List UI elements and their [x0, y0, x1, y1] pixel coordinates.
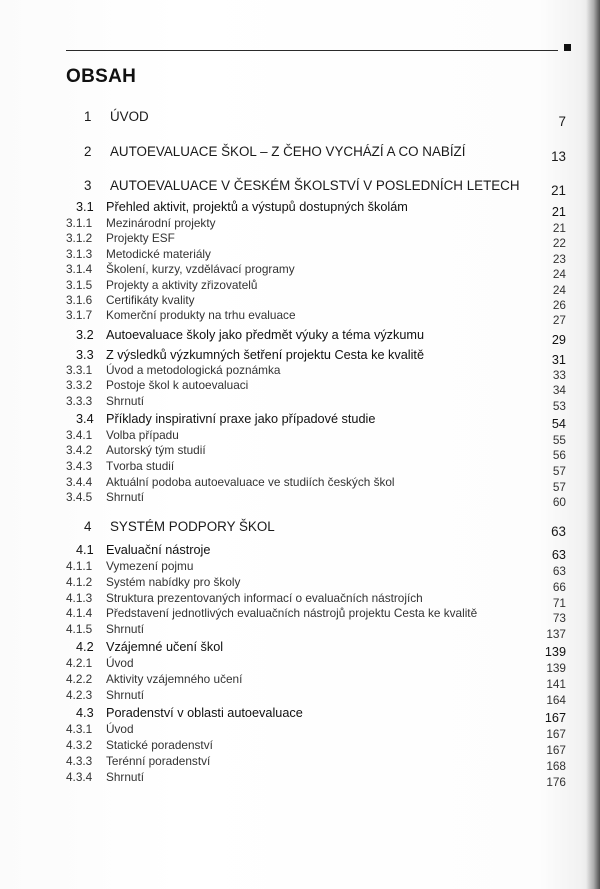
- toc-entry-number: 1: [84, 109, 92, 124]
- toc-entry-title: Shrnutí: [106, 394, 145, 408]
- toc-entry-page: 71: [552, 596, 566, 610]
- toc-entry-page: 176: [546, 775, 566, 789]
- toc-heading: OBSAH: [66, 66, 137, 87]
- corner-square-mark: [564, 44, 571, 51]
- toc-entry-number: 3.1.1: [66, 216, 93, 230]
- toc-entry-title: AUTOEVALUACE V ČESKÉM ŠKOLSTVÍ V POSLEDNÍCH LETECH: [110, 178, 520, 193]
- toc-entry-number: 3.3.2: [66, 378, 93, 392]
- toc-entry-number: 4.3.1: [66, 722, 93, 736]
- toc-entry-title: Terénní poradenství: [106, 754, 211, 768]
- toc-entry-title: Z výsledků výzkumných šetření projektu Cesta ke kvalitě: [106, 348, 425, 362]
- toc-entry-page: 34: [552, 383, 566, 397]
- toc-entry-page: 53: [552, 399, 566, 413]
- toc-entry-page: 167: [544, 711, 566, 725]
- toc-entry-page: 55: [552, 433, 566, 447]
- toc-entry-number: 4.3.4: [66, 770, 93, 784]
- toc-entry-page: 31: [551, 353, 566, 367]
- toc-entry-number: 4.3.3: [66, 754, 93, 768]
- toc-entry-number: 3.4.4: [66, 475, 93, 489]
- toc-entry-page: 167: [546, 743, 566, 757]
- toc-entry-number: 4.1.1: [66, 559, 93, 573]
- toc-entry-title: Projekty a aktivity zřizovatelů: [106, 278, 258, 292]
- toc-entry-title: Certifikáty kvality: [106, 293, 195, 307]
- toc-entry-title: Přehled aktivit, projektů a výstupů dostupných školám: [106, 200, 408, 214]
- toc-entry-title: Evaluační nástroje: [106, 543, 211, 557]
- toc-entry-title: Shrnutí: [106, 490, 145, 504]
- toc-entry-title: Shrnutí: [106, 688, 145, 702]
- toc-entry-title: Vzájemné učení škol: [106, 640, 224, 654]
- toc-entry-page: 24: [552, 267, 566, 281]
- toc-entry-page: 164: [546, 693, 566, 707]
- toc-entry-title: Úvod a metodologická poznámka: [106, 363, 281, 377]
- toc-entry-number: 4.1.4: [66, 606, 93, 620]
- toc-entry-number: 4.2: [76, 640, 94, 654]
- toc-entry-title: ÚVOD: [110, 109, 149, 124]
- toc-entry-title: Projekty ESF: [106, 231, 175, 245]
- toc-entry-page: 168: [546, 759, 566, 773]
- toc-entry-title: Shrnutí: [106, 622, 145, 636]
- toc-entry-page: 63: [552, 564, 566, 578]
- toc-entry-title: Systém nabídky pro školy: [106, 575, 241, 589]
- header-rule: [66, 50, 558, 51]
- toc-entry-page: 21: [551, 205, 566, 219]
- toc-entry-title: Shrnutí: [106, 770, 145, 784]
- toc-entry-number: 3.3: [76, 348, 94, 362]
- toc-entry-page: 13: [551, 149, 566, 164]
- toc-entry-page: 63: [551, 524, 566, 539]
- toc-entry-title: Aktuální podoba autoevaluace ve studiích českých škol: [106, 475, 395, 489]
- toc-entry-number: 4.1: [76, 543, 94, 557]
- toc-entry-page: 139: [546, 661, 566, 675]
- toc-entry-title: Příklady inspirativní praxe jako případové studie: [106, 412, 376, 426]
- toc-entry-page: 60: [552, 495, 566, 509]
- toc-entry-title: SYSTÉM PODPORY ŠKOL: [110, 519, 275, 534]
- toc-entry-number: 3.1.7: [66, 308, 93, 322]
- toc-entry-page: 7: [558, 114, 566, 129]
- toc-entry-title: Školení, kurzy, vzdělávací programy: [106, 262, 295, 276]
- toc-entry-page: 56: [552, 448, 566, 462]
- toc-entry-number: 4.2.1: [66, 656, 93, 670]
- toc-entry-title: Aktivity vzájemného učení: [106, 672, 243, 686]
- toc-entry-page: 73: [552, 611, 566, 625]
- toc-entry-title: Volba případu: [106, 428, 179, 442]
- toc-entry-number: 3.2: [76, 328, 94, 342]
- toc-entry-title: Mezinárodní projekty: [106, 216, 216, 230]
- toc-entry-title: Představení jednotlivých evaluačních nástrojů projektu Cesta ke kvalitě: [106, 606, 478, 620]
- toc-entry-number: 3.4: [76, 412, 94, 426]
- toc-entry-page: 26: [552, 298, 566, 312]
- toc-entry-title: Tvorba studií: [106, 459, 175, 473]
- toc-entry-number: 4.1.5: [66, 622, 93, 636]
- toc-entry-title: Postoje škol k autoevaluaci: [106, 378, 249, 392]
- toc-entry-number: 4: [84, 519, 92, 534]
- toc-entry-page: 66: [552, 580, 566, 594]
- toc-entry-page: 24: [552, 283, 566, 297]
- toc-entry-number: 3.4.1: [66, 428, 93, 442]
- toc-entry-number: 3.4.5: [66, 490, 93, 504]
- page-edge-shadow: [586, 0, 600, 889]
- toc-entry-title: Autoevaluace školy jako předmět výuky a téma výzkumu: [106, 328, 425, 342]
- toc-entry-number: 3.3.3: [66, 394, 93, 408]
- toc-entry-page: 21: [552, 221, 566, 235]
- toc-entry-title: Statické poradenství: [106, 738, 213, 752]
- toc-entry-page: 141: [546, 677, 566, 691]
- toc-entry-number: 3.1.5: [66, 278, 93, 292]
- toc-entry-page: 22: [552, 236, 566, 250]
- toc-entry-number: 2: [84, 144, 92, 159]
- toc-entry-number: 3.1.4: [66, 262, 93, 276]
- toc-entry-page: 167: [546, 727, 566, 741]
- toc-entry-number: 3: [84, 178, 92, 193]
- toc-entry-number: 3.1.6: [66, 293, 93, 307]
- toc-entry-page: 139: [544, 645, 566, 659]
- toc-entry-title: Úvod: [106, 656, 134, 670]
- toc-entry-number: 4.2.3: [66, 688, 93, 702]
- toc-entry-page: 63: [551, 548, 566, 562]
- toc-entry-page: 23: [552, 252, 566, 266]
- toc-entry-number: 3.3.1: [66, 363, 93, 377]
- toc-entry-number: 3.1.2: [66, 231, 93, 245]
- toc-entry-page: 29: [551, 333, 566, 347]
- toc-entry-number: 4.2.2: [66, 672, 93, 686]
- toc-entry-page: 57: [552, 464, 566, 478]
- toc-entry-title: Vymezení pojmu: [106, 559, 194, 573]
- toc-entry-page: 54: [551, 417, 566, 431]
- toc-entry-title: Úvod: [106, 722, 134, 736]
- toc-entry-title: AUTOEVALUACE ŠKOL – Z ČEHO VYCHÁZÍ A CO NABÍZÍ: [110, 144, 466, 159]
- toc-entry-title: Struktura prezentovaných informací o evaluačních nástrojích: [106, 591, 423, 605]
- toc-entry-page: 27: [552, 313, 566, 327]
- toc-entry-page: 137: [546, 627, 566, 641]
- toc-entry-number: 3.1: [76, 200, 94, 214]
- toc-entry-page: 57: [552, 480, 566, 494]
- toc-entry-number: 4.1.3: [66, 591, 93, 605]
- toc-entry-number: 3.4.3: [66, 459, 93, 473]
- toc-entry-number: 3.4.2: [66, 443, 93, 457]
- toc-entry-title: Komerční produkty na trhu evaluace: [106, 308, 296, 322]
- toc-entry-title: Poradenství v oblasti autoevaluace: [106, 706, 303, 720]
- toc-entry-number: 4.3: [76, 706, 94, 720]
- toc-entry-page: 21: [551, 183, 566, 198]
- toc-entry-title: Autorský tým studií: [106, 443, 206, 457]
- toc-entry-number: 4.3.2: [66, 738, 93, 752]
- toc-entry-title: Metodické materiály: [106, 247, 211, 261]
- toc-entry-number: 4.1.2: [66, 575, 93, 589]
- toc-entry-page: 33: [552, 368, 566, 382]
- toc-entry-number: 3.1.3: [66, 247, 93, 261]
